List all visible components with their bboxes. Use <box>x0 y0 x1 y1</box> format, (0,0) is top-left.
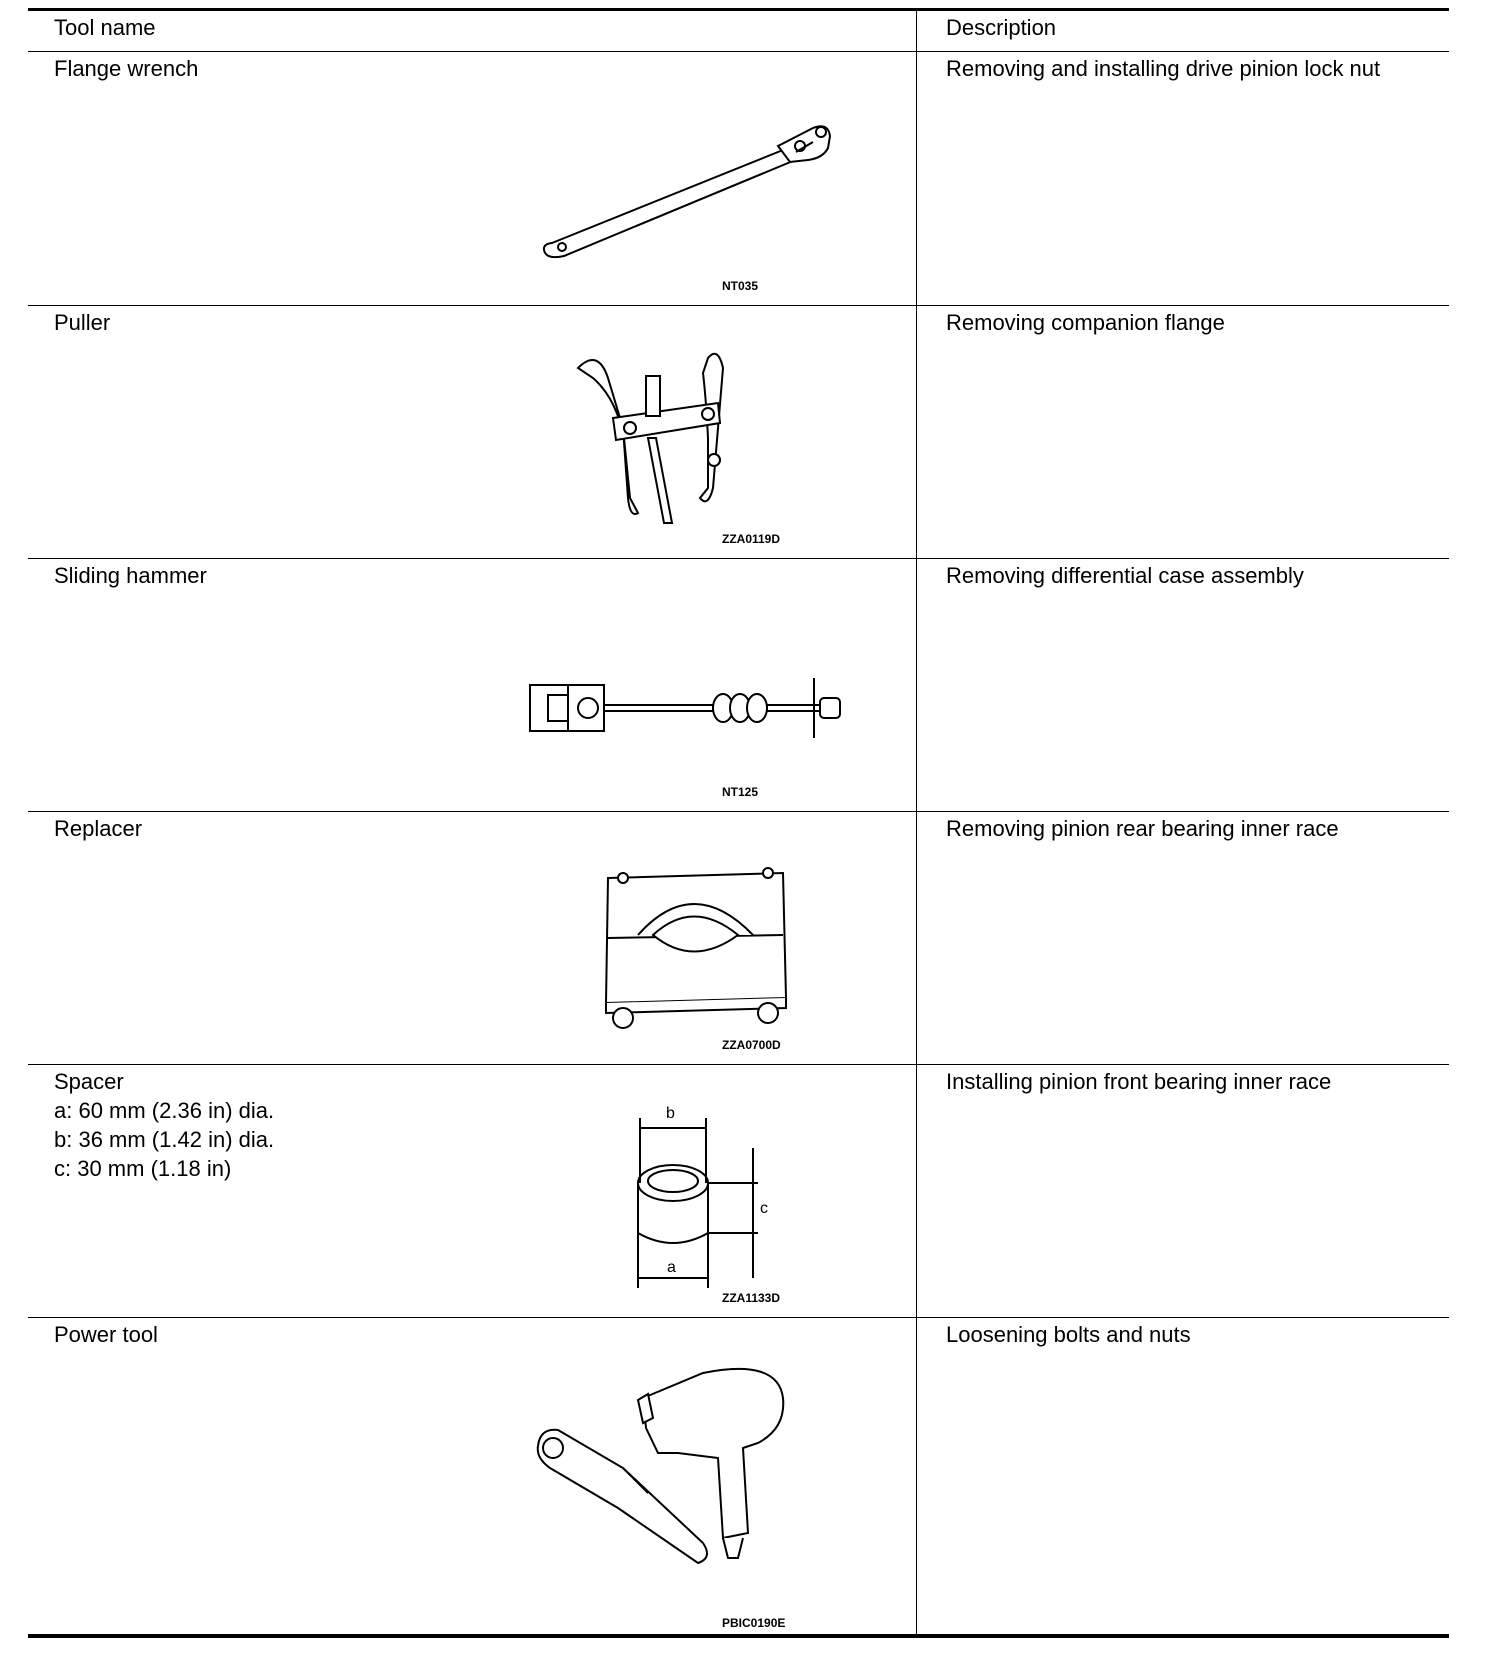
figure-code-sliding-hammer: NT125 <box>722 785 759 799</box>
figure-code-spacer: ZZA1133D <box>722 1291 781 1305</box>
power-tool-illustration <box>528 1358 838 1608</box>
description-power-tool: Loosening bolts and nuts <box>946 1322 1191 1347</box>
tool-name-spacer: Spacer <box>54 1069 124 1094</box>
puller-illustration <box>568 348 748 528</box>
tool-name-replacer: Replacer <box>54 816 143 841</box>
table-top-rule <box>28 8 1449 11</box>
tool-name-flange-wrench: Flange wrench <box>54 56 199 81</box>
tool-name-sliding-hammer: Sliding hammer <box>54 563 207 588</box>
figure-code-replacer: ZZA0700D <box>722 1038 781 1052</box>
description-flange-wrench: Removing and installing drive pinion lock nut <box>946 56 1381 81</box>
tool-name-power-tool: Power tool <box>54 1322 158 1347</box>
spacer-label-c: c <box>760 1200 768 1217</box>
table-bottom-rule <box>28 1634 1449 1638</box>
description-replacer: Removing pinion rear bearing inner race <box>946 816 1339 841</box>
figure-code-puller: ZZA0119D <box>722 532 781 546</box>
row-rule <box>28 1317 1449 1318</box>
header-rule <box>28 51 1449 52</box>
sliding-hammer-illustration <box>528 673 848 743</box>
description-puller: Removing companion flange <box>946 310 1225 335</box>
row-rule <box>28 1064 1449 1065</box>
column-divider <box>916 8 917 1636</box>
spacer-label-b: b <box>666 1105 675 1122</box>
row-rule <box>28 558 1449 559</box>
description-sliding-hammer: Removing differential case assembly <box>946 563 1304 588</box>
tool-name-puller: Puller <box>54 310 111 335</box>
figure-code-flange-wrench: NT035 <box>722 279 759 293</box>
replacer-illustration <box>598 863 798 1043</box>
description-spacer: Installing pinion front bearing inner race <box>946 1069 1332 1094</box>
flange-wrench-illustration <box>538 118 868 268</box>
spacer-dimension-c: c: 30 mm (1.18 in) <box>54 1156 232 1181</box>
spacer-dimensions <box>54 1096 274 1183</box>
spacer-label-a: a <box>667 1259 676 1276</box>
header-description: Description <box>946 15 1057 40</box>
figure-code-power-tool: PBIC0190E <box>722 1616 786 1630</box>
row-rule <box>28 305 1449 306</box>
row-rule <box>28 811 1449 812</box>
special-tools-table <box>28 8 1449 1638</box>
header-tool-name: Tool name <box>54 15 156 40</box>
spacer-dimension-a: a: 60 mm (2.36 in) dia. <box>54 1098 275 1123</box>
spacer-illustration <box>628 1098 798 1298</box>
spacer-dimension-b: b: 36 mm (1.42 in) dia. <box>54 1127 275 1152</box>
